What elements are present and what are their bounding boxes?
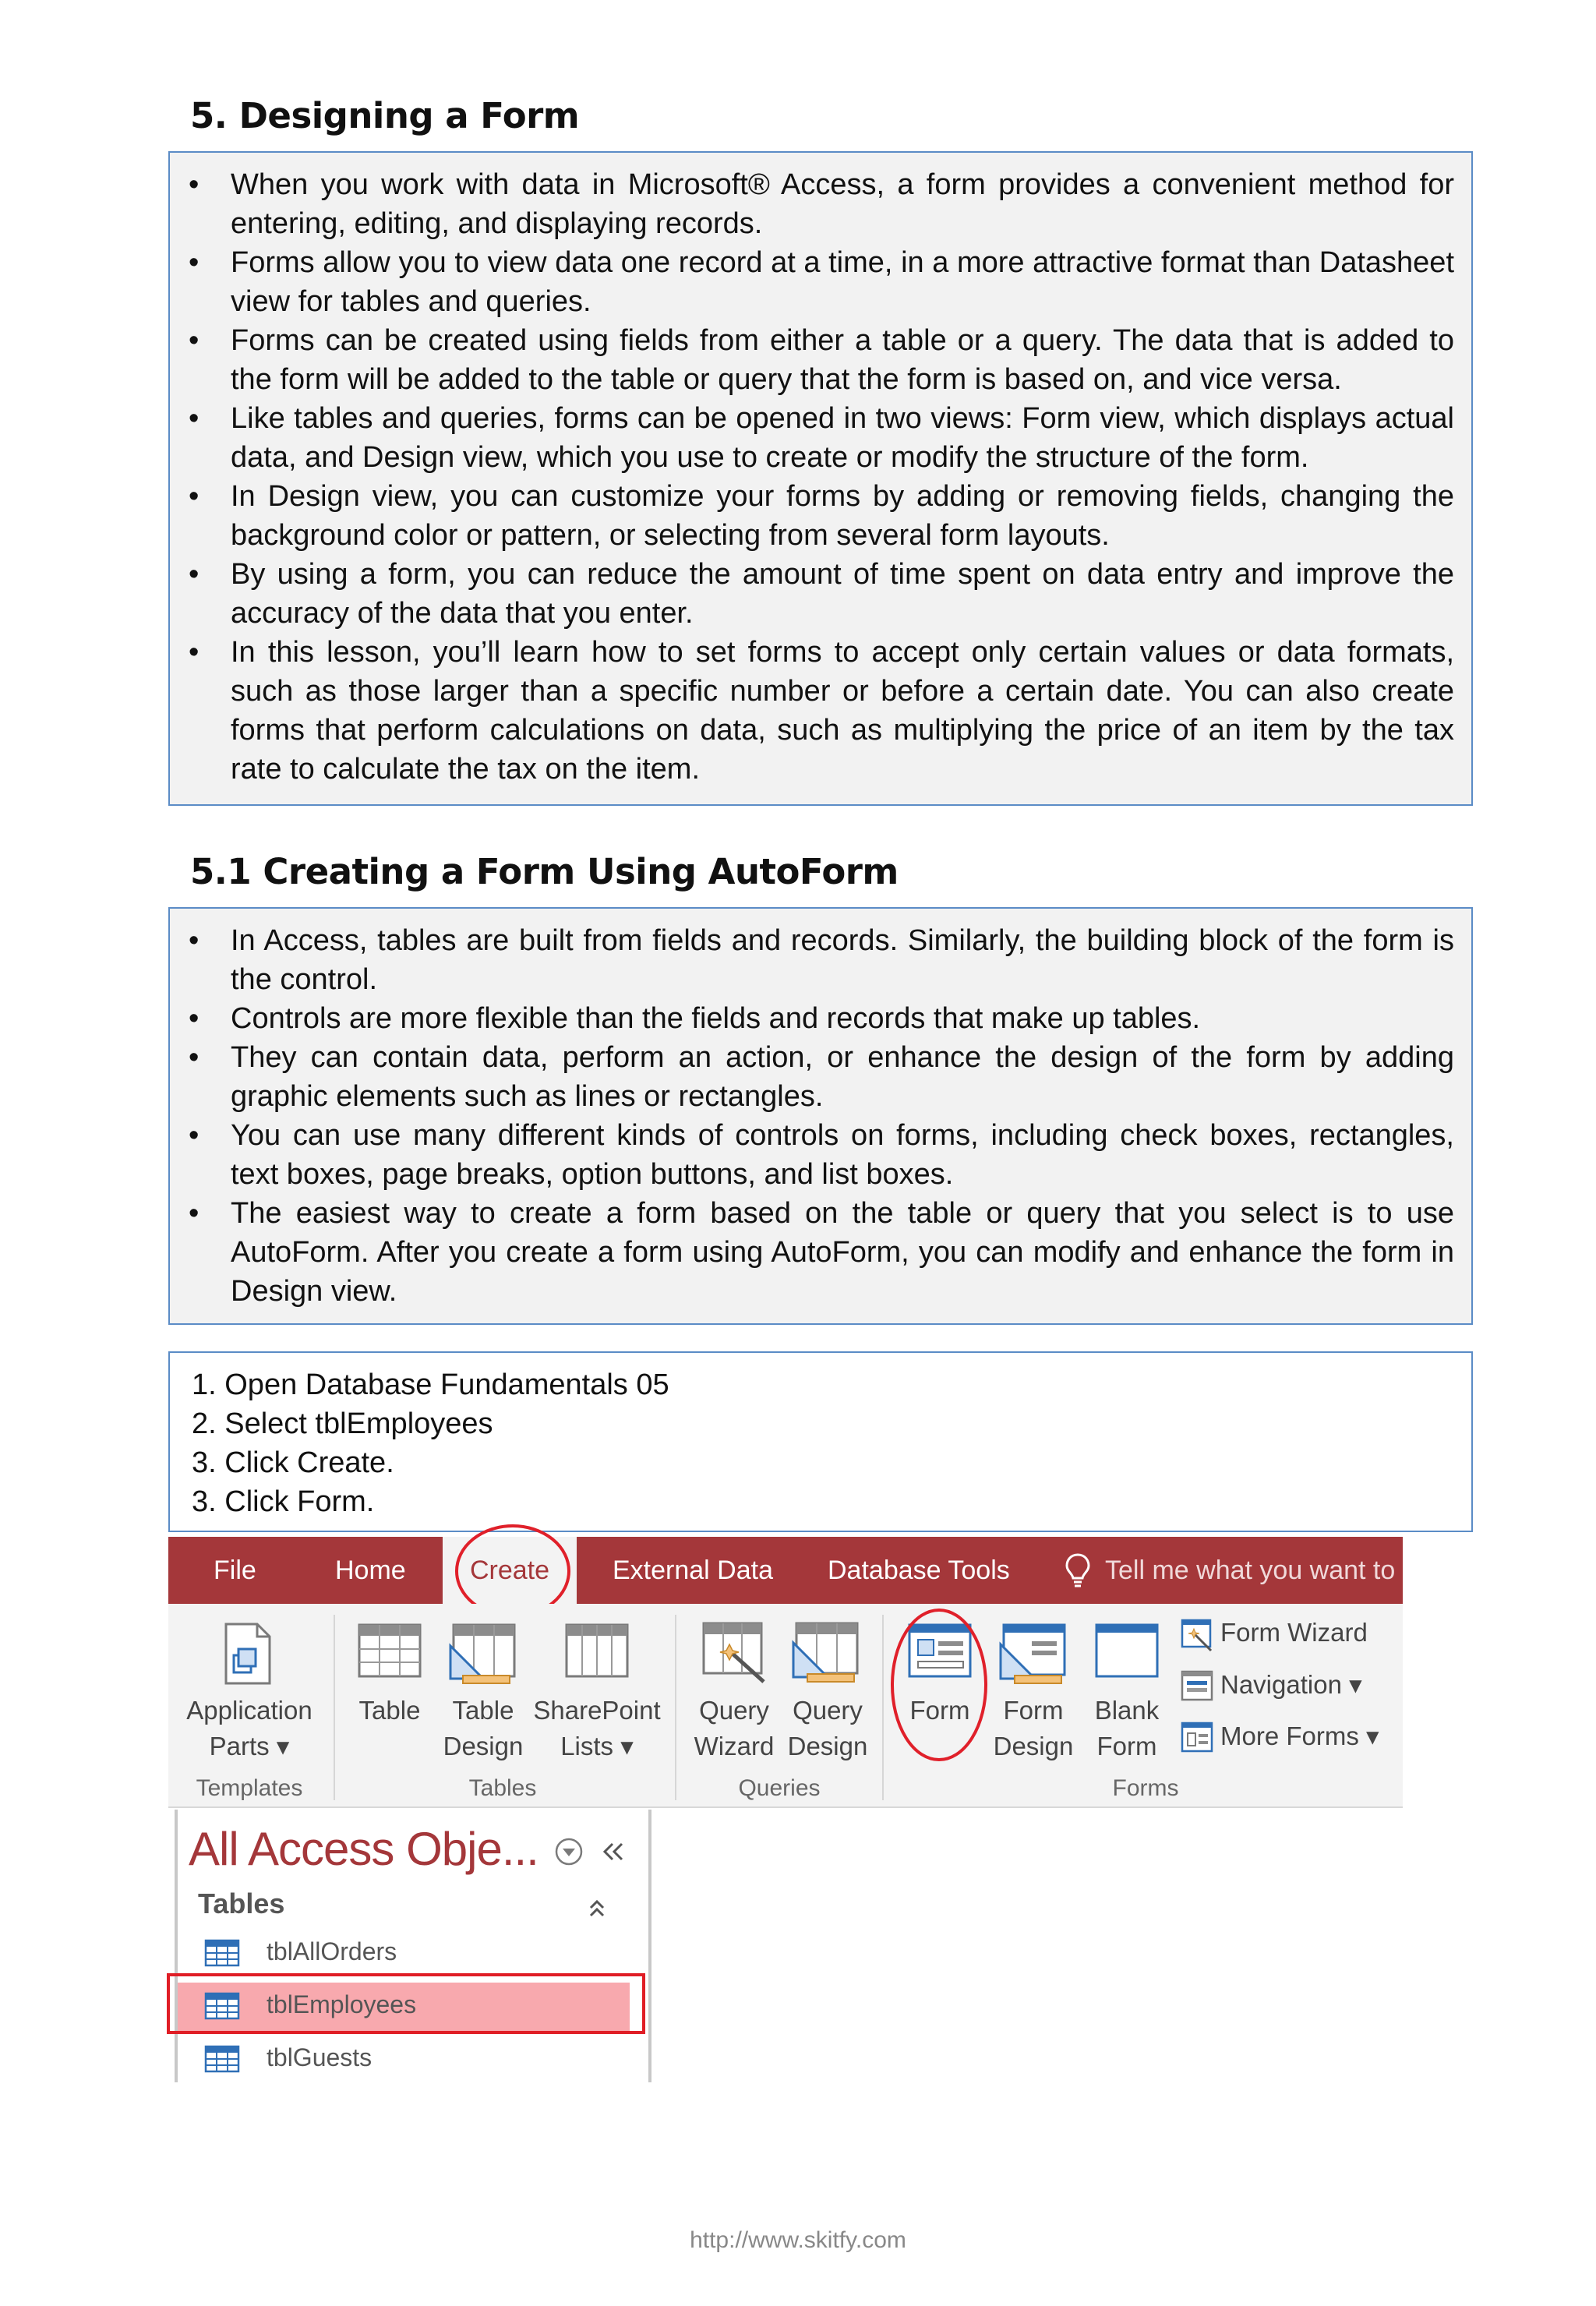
query-wizard-label-line2: Wizard <box>694 1732 775 1760</box>
table-button[interactable]: Table <box>358 1696 421 1725</box>
bullet-item: • Forms allow you to view data one record at a time, in a more attractive format than Datasheet view for tables and queries. <box>231 243 1454 321</box>
nav-item-label: tblEmployees <box>267 1990 417 2018</box>
nav-item-tblallorders[interactable] <box>178 1930 630 1978</box>
bullet-item: • By using a form, you can reduce the amount of time spent on data entry and improve the accuracy of the data that you enter. <box>231 555 1454 633</box>
navigation-label: Navigation <box>1220 1670 1342 1699</box>
tell-me-search[interactable]: Tell me what you want to <box>1105 1556 1396 1585</box>
footer-url: http://www.skitfy.com <box>690 2227 906 2253</box>
blank-form-button[interactable] <box>1083 1693 1171 1764</box>
nav-section-tables[interactable]: Tables <box>198 1888 285 1919</box>
form-design-button[interactable] <box>983 1693 1083 1764</box>
table-design-icon <box>447 1623 517 1685</box>
group-separator <box>882 1615 884 1800</box>
form-wizard-icon <box>1180 1618 1214 1652</box>
form-design-label-line2: Design <box>993 1732 1074 1760</box>
navigation-icon <box>1180 1669 1214 1704</box>
application-parts-label-line1: Application <box>186 1696 312 1725</box>
collapse-section-icon[interactable] <box>584 1895 609 1920</box>
query-design-label-line1: Query <box>793 1696 863 1725</box>
step-item: 2. Select tblEmployees <box>192 1407 493 1440</box>
lightbulb-icon <box>1065 1552 1091 1588</box>
sharepoint-lists-label-line2: Lists <box>560 1732 614 1760</box>
bullet-item: • Controls are more flexible than the fields and records that make up tables. <box>231 999 1454 1038</box>
query-design-button[interactable] <box>776 1693 879 1764</box>
autoform-info-box <box>168 907 1473 1325</box>
bullet-item: • When you work with data in Microsoft® Access, a form provides a convenient method for entering, editing, and displaying records. <box>231 165 1454 243</box>
query-wizard-button[interactable] <box>686 1693 782 1764</box>
navigation-button[interactable] <box>1220 1669 1362 1700</box>
step-item: 1. Open Database Fundamentals 05 <box>192 1368 669 1401</box>
designing-form-info-box <box>168 151 1473 806</box>
table-design-label-line1: Table <box>452 1696 514 1725</box>
bullet-item: • In this lesson, you’ll learn how to set forms to accept only certain values or data formats, such as those larger than a specific number or before a certain date. You can also create forms that perform calculations on data, such as multiplying the price of an item by the tax rate to calculate the tax on the item. <box>231 633 1454 789</box>
group-label-templates: Templates <box>196 1775 303 1801</box>
collapse-pane-icon[interactable] <box>598 1838 627 1866</box>
steps-box <box>168 1351 1473 1532</box>
blank-form-label-line2: Form <box>1096 1732 1157 1760</box>
step-item: 3. Click Form. <box>192 1485 375 1518</box>
nav-pane-title[interactable]: All Access Obje... <box>189 1823 538 1875</box>
navigation-pane <box>175 1810 651 2082</box>
form-highlight-circle <box>887 1605 991 1764</box>
selection-highlight-box <box>167 1973 645 2034</box>
bullet-item: • Forms can be created using fields from either a table or a query. The data that is added to the form will be added to the table or query that the form is based on, and vice versa. <box>231 321 1454 399</box>
dropdown-caret-icon: ▾ <box>613 1732 634 1760</box>
group-label-tables: Tables <box>468 1775 537 1801</box>
blank-form-icon <box>1094 1623 1160 1679</box>
sharepoint-lists-label-line1: SharePoint <box>533 1696 661 1725</box>
bullet-item: • In Design view, you can customize your forms by adding or removing fields, changing the background color or pattern, or selecting from several form layouts. <box>231 477 1454 555</box>
bullet-item: • They can contain data, perform an action, or enhance the design of the form by adding graphic elements such as lines or rectangles. <box>231 1038 1454 1116</box>
blank-form-label-line1: Blank <box>1094 1696 1160 1725</box>
group-label-queries: Queries <box>738 1775 821 1801</box>
more-forms-icon <box>1180 1721 1214 1755</box>
table-design-label-line2: Design <box>443 1732 524 1760</box>
application-parts-label-line2: Parts <box>209 1732 270 1760</box>
sharepoint-lists-button[interactable] <box>530 1693 664 1764</box>
application-parts-button[interactable] <box>176 1693 323 1764</box>
query-design-label-line2: Design <box>787 1732 868 1760</box>
tab-file[interactable]: File <box>214 1556 256 1585</box>
nav-item-label: tblAllOrders <box>267 1937 397 1965</box>
table-icon <box>357 1623 422 1679</box>
application-parts-icon <box>223 1621 273 1686</box>
sharepoint-lists-icon <box>564 1623 630 1679</box>
dropdown-caret-icon: ▾ <box>269 1732 290 1760</box>
section-heading-autoform: 5.1 Creating a Form Using AutoForm <box>190 851 899 892</box>
tab-external-data[interactable]: External Data <box>613 1556 773 1585</box>
bullet-item: • In Access, tables are built from fields and records. Similarly, the building block of the form is the control. <box>231 921 1454 999</box>
ribbon-tab-bar <box>168 1537 1403 1604</box>
step-item: 3. Click Create. <box>192 1446 394 1479</box>
group-label-forms: Forms <box>1112 1775 1179 1801</box>
table-design-button[interactable] <box>432 1693 535 1764</box>
bullet-item: • The easiest way to create a form based on the table or query that you select is to use AutoForm. After you create a form using AutoForm, you can modify and enhance the form in Design view. <box>231 1194 1454 1311</box>
form-design-icon <box>998 1623 1068 1685</box>
nav-filter-dropdown-icon[interactable] <box>553 1836 584 1867</box>
table-icon <box>204 1939 240 1967</box>
query-wizard-icon <box>701 1621 768 1685</box>
dropdown-caret-icon: ▾ <box>1358 1722 1379 1750</box>
bullet-item: • You can use many different kinds of controls on forms, including check boxes, rectangles, text boxes, page breaks, option buttons, and list boxes. <box>231 1116 1454 1194</box>
group-separator <box>675 1615 676 1800</box>
query-wizard-label-line1: Query <box>699 1696 769 1725</box>
group-separator <box>334 1615 335 1800</box>
more-forms-label: More Forms <box>1220 1722 1359 1750</box>
nav-item-tblguests[interactable] <box>178 2036 630 2084</box>
bullet-item: • Like tables and queries, forms can be opened in two views: Form view, which displays actual data, and Design view, which you use to create or modify the structure of the form. <box>231 399 1454 477</box>
dropdown-caret-icon: ▾ <box>1341 1670 1362 1699</box>
section-heading-designing-form: 5. Designing a Form <box>190 95 580 136</box>
form-design-label-line1: Form <box>1003 1696 1064 1725</box>
nav-item-label: tblGuests <box>267 2043 373 2071</box>
query-design-icon <box>790 1621 860 1685</box>
tab-create[interactable]: Create <box>443 1537 577 1604</box>
tab-home[interactable]: Home <box>335 1556 406 1585</box>
form-button[interactable]: Form <box>909 1696 970 1725</box>
tab-database-tools[interactable]: Database Tools <box>828 1556 1010 1585</box>
table-icon <box>204 2045 240 2073</box>
form-wizard-button[interactable]: Form Wizard <box>1220 1618 1368 1647</box>
more-forms-button[interactable] <box>1220 1721 1379 1751</box>
